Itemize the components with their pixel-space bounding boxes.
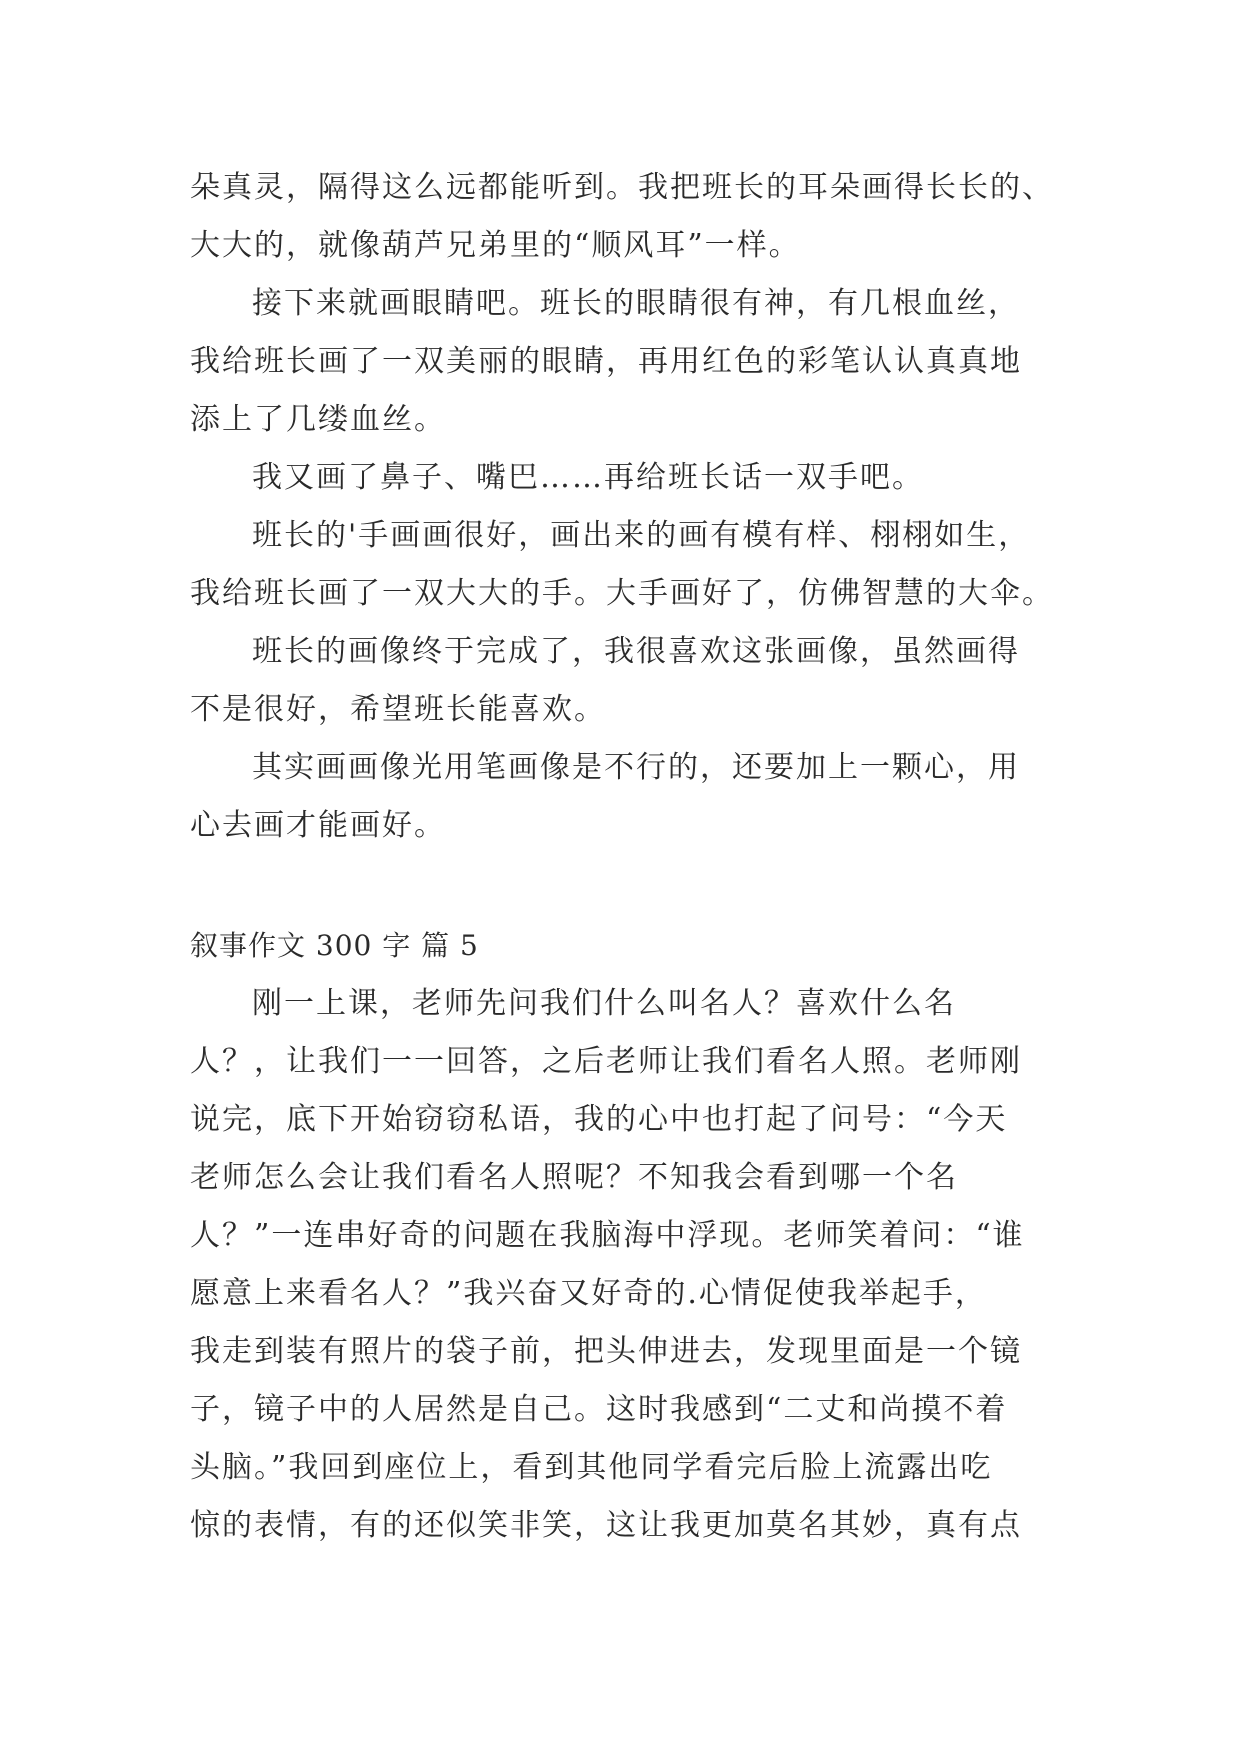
text-line: 不是很好，希望班长能喜欢。 [190, 692, 606, 727]
text-line: 愿意上来看名人？”我兴奋又好奇的.心情促使我举起手， [190, 1276, 987, 1311]
text-line: 人？，让我们一一回答，之后老师让我们看名人照。老师刚 [190, 1044, 1022, 1079]
text-line: 说完，底下开始窃窃私语，我的心中也打起了问号：“今天 [190, 1102, 1008, 1137]
text-line: 我给班长画了一双美丽的眼睛，再用红色的彩笔认认真真地 [190, 344, 1022, 379]
text-line: 惊的表情，有的还似笑非笑，这让我更加莫名其妙，真有点 [190, 1508, 1022, 1543]
paragraph-start: 其实画画像光用笔画像是不行的，还要加上一颗心，用 [252, 750, 1020, 785]
text-line: 子，镜子中的人居然是自己。这时我感到“二丈和尚摸不着 [190, 1392, 1008, 1427]
paragraph-start: 班长的'手画画很好，画出来的画有模有样、栩栩如生， [252, 518, 1031, 553]
paragraph-start: 接下来就画眼睛吧。班长的眼睛很有神，有几根血丝， [252, 286, 1020, 321]
text-line: 我给班长画了一双大大的手。大手画好了，仿佛智慧的大伞。 [190, 576, 1054, 611]
text-line: 大大的，就像葫芦兄弟里的“顺风耳”一样。 [190, 228, 801, 263]
text-line: 人？”一连串好奇的问题在我脑海中浮现。老师笑着问：“谁 [190, 1218, 1025, 1253]
paragraph-start: 班长的画像终于完成了，我很喜欢这张画像，虽然画得 [252, 634, 1020, 669]
text-line: 添上了几缕血丝。 [190, 402, 446, 437]
paragraph-start: 刚一上课，老师先问我们什么叫名人？喜欢什么名 [252, 986, 956, 1021]
text-line: 我走到装有照片的袋子前，把头伸进去，发现里面是一个镜 [190, 1334, 1022, 1369]
section-heading: 叙事作文 300 字 篇 5 [190, 929, 479, 962]
section-1-body [190, 159, 1060, 855]
section-2 [190, 917, 1060, 1555]
text-line: 老师怎么会让我们看名人照呢？不知我会看到哪一个名 [190, 1160, 958, 1195]
text-line: 头脑。”我回到座位上，看到其他同学看完后脸上流露出吃 [190, 1450, 993, 1485]
text-line: 朵真灵，隔得这么远都能听到。我把班长的耳朵画得长长的、 [190, 170, 1054, 205]
paragraph-start: 我又画了鼻子、嘴巴……再给班长话一双手吧。 [252, 460, 924, 495]
text-line: 心去画才能画好。 [190, 808, 446, 843]
